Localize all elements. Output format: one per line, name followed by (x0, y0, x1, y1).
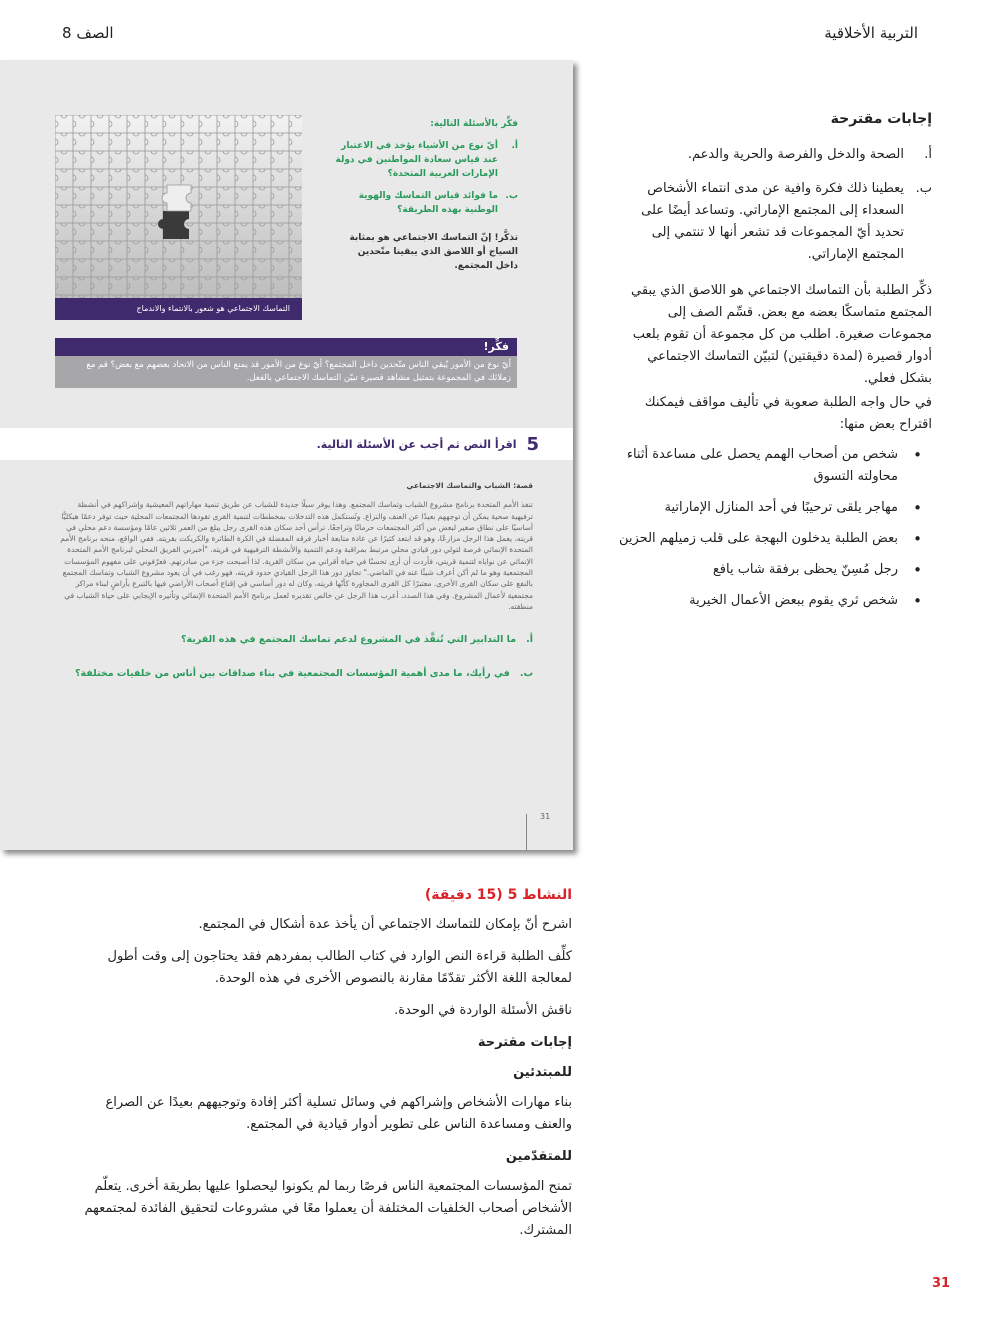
answer-item (612, 178, 932, 266)
answer-item (612, 144, 932, 166)
page-divider (526, 814, 527, 850)
question-letter: ب. (505, 191, 518, 201)
list-item (612, 528, 932, 550)
section-five-header (0, 428, 573, 460)
question-text: ما فوائد قياس التماسك والهوية الوطنية بهذه الطريقة؟ (358, 191, 498, 215)
think-title: فكِّر بالأسئلة التالية: (430, 119, 518, 129)
bullet-icon: • (913, 446, 922, 464)
think-box-text: أيّ نوع من الأمور يُبقي الناس متّحدين داخل المجتمع؟ أيّ نوع من الأمور قد يمنع الناس من الاتحاد بعضهم مع بعض؟ قم مع زملائك في المجموعة بتمثيل مشاهد قصيرة تبيّن التماسك الاجتماعي بالفعل. (55, 356, 517, 388)
question-text: أيّ نوع من الأشياء يؤخذ في الاعتبار عند قياس سعادة المواطنين في دولة الإمارات العربية المتحدة؟ (335, 141, 498, 179)
subject-title: التربية الأخلاقية (824, 24, 918, 42)
answer-letter: ب. (915, 181, 932, 196)
role-play-list (612, 444, 932, 612)
answer-letter: أ. (924, 147, 932, 162)
textbook-page-thumbnail (0, 60, 573, 850)
story-title: قصة: الشباب والتماسك الاجتماعي (406, 481, 533, 490)
remember-note: تذكَّر! إنّ التماسك الاجتماعي هو بمثابة السياج أو اللاصق الذي يبقينا متّحدين داخل المجتمع. (349, 233, 518, 271)
list-item (612, 497, 932, 519)
section-title: اقرأ النص ثم أجب عن الأسئلة التالية. (316, 437, 517, 451)
bullet-icon: • (913, 592, 922, 610)
answer-text: الصحة والدخل والفرصة والحرية والدعم. (687, 147, 904, 162)
bullet-icon: • (913, 530, 922, 548)
textbook-page-number: 31 (540, 812, 551, 821)
list-item (612, 559, 932, 581)
question-letter: أ. (511, 141, 518, 151)
activity-paragraph: ناقش الأسئلة الواردة في الوحدة. (394, 1003, 572, 1018)
think-box-title: فكِّر! (55, 338, 517, 356)
activity-paragraph: كلِّف الطلبة قراءة النص الوارد في كتاب الطالب بمفردهم فقد يحتاجون إلى وقت أطول لمعالجة اللغة الأكثر تقدّمًا مقارنة بالنصوص الأخرى في هذه الوحدة. (107, 949, 572, 986)
list-item-text: بعض الطلبة يدخلون البهجة على قلب زميلهم الحزين (618, 531, 898, 546)
activity-answers-heading: إجابات مقترحة (477, 1035, 572, 1050)
think-questions-box (333, 117, 518, 273)
beginners-answer: بناء مهارات الأشخاص وإشراكهم في وسائل تسلية أكثر إفادة وتوجيههم بعيدًا عن الصراع والعنف ومساعدة الناس على تطوير أدوار قيادية في المجتمع. (105, 1095, 572, 1132)
think-question (333, 139, 518, 181)
bullet-icon: • (913, 561, 922, 579)
list-item (612, 590, 932, 612)
think-question (333, 189, 518, 217)
question-text: في رأيك، ما مدى أهمية المؤسسات المجتمعية في بناء صداقات بين أناس من خلفيات مختلفة؟ (74, 667, 510, 679)
think-box (55, 338, 517, 388)
advanced-answer: تمنح المؤسسات المجتمعية الناس فرصًا ربما لم يكونوا ليحصلوا عليها بطريقة أخرى. يتعلّم الأشخاص أصحاب الخلفيات المختلفة أن يعملوا معًا في مشروعات لتحقيق الفائدة لمجتمعهم المشترك. (84, 1179, 572, 1238)
advanced-heading: للمتقدّمين (505, 1149, 572, 1164)
list-item (612, 444, 932, 488)
answer-text: يعطينا ذلك فكرة وافية عن مدى انتماء الأشخاص السعداء إلى المجتمع الإماراتي. وتساعد أيضًا على تحديد أيّ المجموعات قد تشعر أنها لا تنتمي إلى المجتمع الإماراتي. (641, 181, 904, 262)
list-item-text: شخص من أصحاب الهمم يحصل على مساعدة أثناء محاولته التسوق (626, 447, 898, 484)
section-number: 5 (526, 433, 539, 455)
activity-paragraph: اشرح أنّ بإمكان للتماسك الاجتماعي أن يأخذ عدة أشكال في المجتمع. (198, 917, 572, 932)
list-item-text: رجل مُسِنّ يحظى برفقة شاب يافع (712, 562, 898, 577)
bullet-icon: • (913, 499, 922, 517)
story-question (58, 634, 533, 645)
puzzle-illustration (55, 115, 302, 298)
beginners-heading: للمبتدئين (513, 1065, 572, 1080)
activity-section (70, 884, 572, 1252)
story-question (58, 668, 533, 679)
suggested-answers-heading: إجابات مقترحة (830, 111, 932, 127)
suggestions-intro: في حال واجه الطلبة صعوبة في تأليف مواقف فيمكنك اقتراح بعض منها: (644, 395, 932, 432)
story-block (58, 480, 533, 679)
suggested-answers-section (612, 108, 932, 621)
activity-title: النشاط 5 (15 دقيقة) (424, 887, 572, 903)
list-item-text: مهاجر يلقى ترحيبًا في أحد المنازل الإماراتية (664, 500, 898, 515)
page-number: 31 (932, 1276, 951, 1291)
question-letter: ب. (519, 667, 533, 679)
list-item-text: شخص ثري يقوم ببعض الأعمال الخيرية (689, 593, 898, 608)
grade-label: الصف 8 (62, 24, 114, 42)
puzzle-image (55, 115, 302, 320)
instructions-paragraph: ذكِّر الطلبة بأن التماسك الاجتماعي هو اللاصق الذي يبقي المجتمع متماسكًا بعضه مع بعض. قسِّم الصف إلى مجموعات صغيرة. اطلب من كل مجموعة أن تقوم بلعب أدوار قصيرة (لمدة دقيقتين) لتبيّن التماسك الاجتماعي بشكل فعلي. (631, 283, 932, 386)
question-text: ما التدابير التي تُنفَّذ في المشروع لدعم تماسك المجتمع في هذه القرية؟ (181, 634, 517, 646)
story-text: تنفذ الأمم المتحدة برنامج مشروع الشباب وتماسك المجتمع. وهذا يوفر سبلًا جديدة للشباب عن طريق تنمية مهاراتهم المعيشية وإشراكهم في أنشطة ترفيهية صحية يمكن أن توجههم بعيدًا عن العنف والنزاع. وتُستكمل هذه التدخلات بمخططات لتنمية القرى تقودها المجتمعات المحلية حيث توفر دعمًا هيكليًّا أساسيًا على نطاق صغير لبعض من أكثر المجتمعات حرمانًا وتراجعًا. ترأس أحد سكان هذه القرى رجل يبلغ من العمر ثلاثين عامًا ومؤسسة دعم محلي في قريته، يعمل هذا الرجل مزارعًا، وهو قد ابتعد كثيرًا عن عادة متابعة أخبار فرقه المفضلة في الكرة الطائرة والكريكت بقريته. ففي الواقع، منحه برنامج الأمم المتحدة الإنمائي فرصة لتولي دور قيادي محلي مرتبط بمراقبة ودعم التنمية والأنشطة الترفيهية في قريته. "أخبرني الفريق المحلي لبرنامج الأمم المتحدة الإنمائي عن نواياه لتنمية قريتي، فأردت أن أرى تحسنًا في حياة أقراني من سكان القرية. لذا أصبحت جزء من مبادرتهم. فعرّفوني على مفهوم المؤسسات المجتمعية وهو ما لم أكن أعرف شيئًا عنه في الماضي." تجاوز دور هذا الرجل القيادي حدود قريته، فهو رغب في أن يعود مشروع الشباب وتماسك المجتمع بالنفع على سكان القرى الأخرى. معتبرًا كل القرى المجاورة كأنّها قريته، وكان له دور أساسي في إقناع أصحاب الأراضي فيها بالتبرع بأراضٍ لبناء مراكز مجتمعية لأعمال المشروع. وفي هذا الصدد، أعرب هذا الرجل عن خالص تقديره لعمل برنامج الأمم المتحدة الإنمائي وتأثيره الإيجابي على حياة الشباب في منطقته. (60, 500, 533, 611)
question-letter: أ. (526, 634, 533, 646)
image-caption: التماسك الاجتماعي هو شعور بالانتماء والاندماج (55, 298, 302, 320)
